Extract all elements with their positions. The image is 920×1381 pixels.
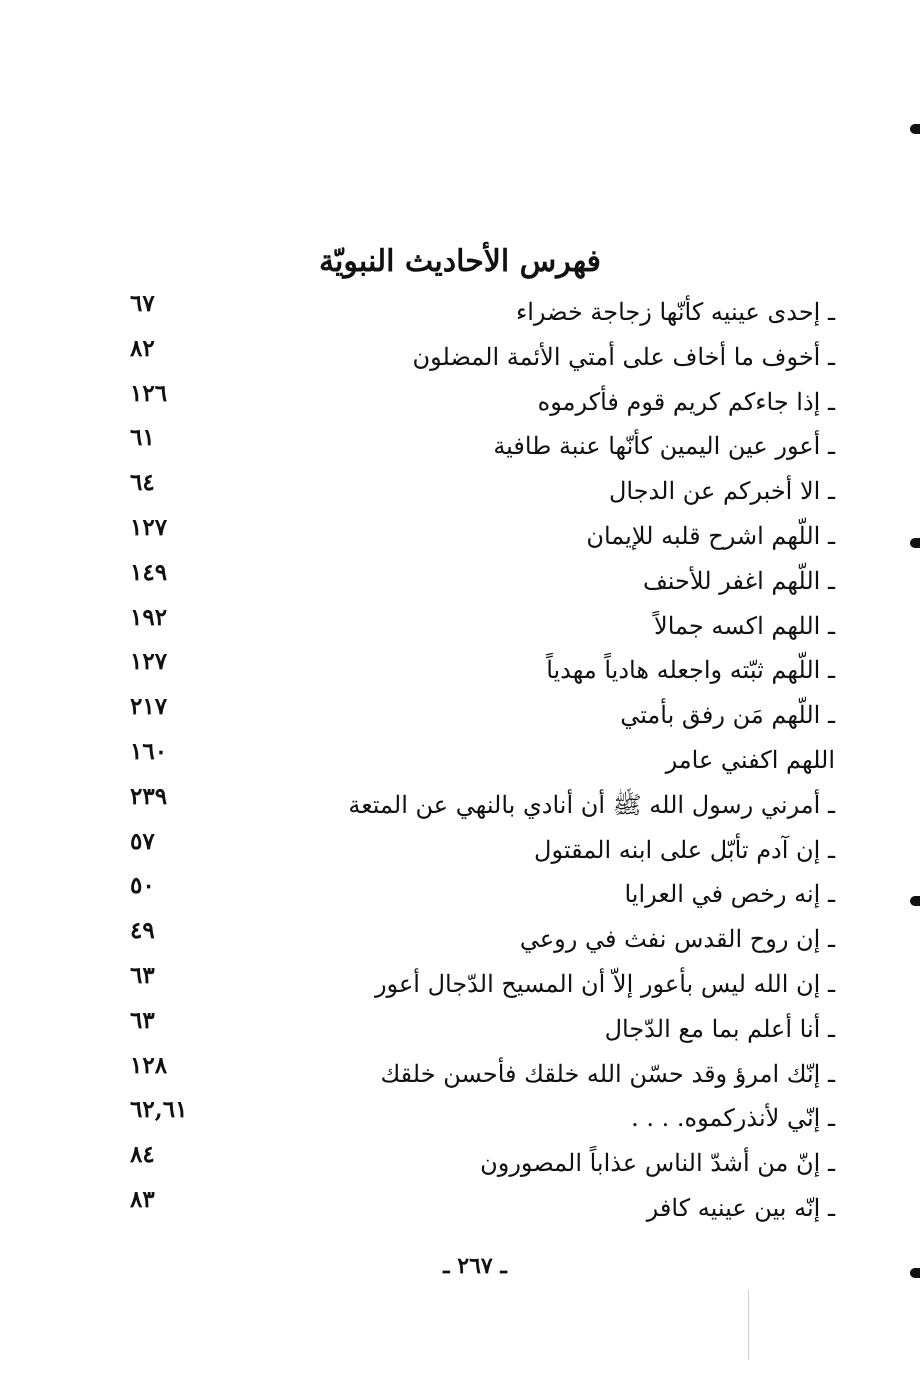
hadith-text: ـ اللّهم اغفر للأحنف [642,566,835,595]
scan-artifact-line [748,1290,749,1360]
hadith-text: ـ أمرني رسول الله ﷺ أن أنادي بالنهي عن المتعة [348,790,835,819]
scan-edge-mark [910,124,920,134]
hadith-text: ـ إنّك امرؤ وقد حسّن الله خلقك فأحسن خلقك [380,1059,835,1088]
list-item [120,783,835,828]
page-reference: ٦١ [130,424,155,452]
list-item [120,559,835,604]
page-reference: ٦٣ [130,1006,155,1034]
page-number: ـ ٢٦٧ ـ [443,1253,507,1279]
list-item [120,738,835,783]
list-item [120,1096,835,1141]
hadith-text: ـ إنّ من أشدّ الناس عذاباً المصورون [480,1149,835,1178]
list-item [120,828,835,873]
list-item [120,424,835,469]
page-reference: ١٢٧ [130,513,168,541]
hadith-text: ـ إنه رخص في العرايا [624,880,835,909]
page-reference: ٢٣٩ [130,782,168,810]
list-item [120,1052,835,1097]
page-reference: ٤٩ [130,917,155,945]
hadith-text: ـ الا أخبركم عن الدجال [608,477,835,506]
page-reference: ٦٤ [130,469,155,497]
page-reference: ١٩٢ [130,603,168,631]
list-item [120,514,835,559]
page-reference: ٥٧ [130,827,155,855]
hadith-index-list [120,290,835,1231]
list-item [120,1141,835,1186]
list-item [120,469,835,514]
page-reference: ٨٣ [130,1185,155,1213]
page-reference: ١٢٧ [130,648,168,676]
list-item [120,335,835,380]
page-reference: ٦٢,٦١ [130,1096,188,1124]
list-item [120,604,835,649]
page-reference: ٨٤ [130,1141,155,1169]
hadith-text: ـ إن آدم تأبّل على ابنه المقتول [534,835,835,864]
scan-edge-mark [910,1268,920,1278]
list-item [120,1007,835,1052]
hadith-text: ـ أعور عين اليمين كأنّها عنبة طافية [493,432,835,461]
list-item [120,648,835,693]
hadith-text: ـ إنّه بين عينيه كافر [646,1193,835,1222]
page-reference: ١٢٦ [130,379,168,407]
page-reference: ٦٧ [130,290,155,317]
hadith-text: ـ إذا جاءكم كريم قوم فأكرموه [537,387,835,416]
page-reference: ٥٠ [130,872,155,900]
list-item [120,380,835,425]
hadith-text: ـ اللّهم ثبّته واجعله هادياً مهدياً [546,656,835,685]
hadith-text: ـ اللهم اكسه جمالاً [654,611,835,640]
hadith-text: ـ أخوف ما أخاف على أمتي الأئمة المضلون [412,342,835,371]
hadith-text: ـ إن الله ليس بأعور إلاّ أن المسيح الدّجال أعور [374,969,835,998]
list-item [120,290,835,335]
page-title: فهرس الأحاديث النبويّة [318,244,602,279]
page-reference: ٦٣ [130,961,155,989]
list-item [120,872,835,917]
hadith-text: ـ إحدى عينيه كأنّها زجاجة خضراء [515,298,835,326]
scan-edge-mark [910,896,920,906]
list-item [120,1186,835,1231]
page-reference: ٢١٧ [130,693,168,721]
hadith-text: ـ اللّهم مَن رفق بأمتي [620,701,835,730]
list-item [120,693,835,738]
page-reference: ١٤٩ [130,558,168,586]
hadith-text: ـ إن روح القدس نفث في روعي [519,925,835,954]
list-item [120,917,835,962]
hadith-text: ـ اللّهم اشرح قلبه للإيمان [586,521,835,550]
page-reference: ٨٢ [130,334,155,362]
page-reference: ١٦٠ [130,737,168,765]
page-reference: ١٢٨ [130,1051,168,1079]
hadith-text: اللهم اكفني عامر [665,745,835,774]
list-item [120,962,835,1007]
hadith-text: ـ أنا أعلم بما مع الدّجال [604,1014,835,1043]
hadith-text: ـ إنّي لأنذركموه. . . . [631,1104,835,1133]
scan-edge-mark [910,538,920,548]
